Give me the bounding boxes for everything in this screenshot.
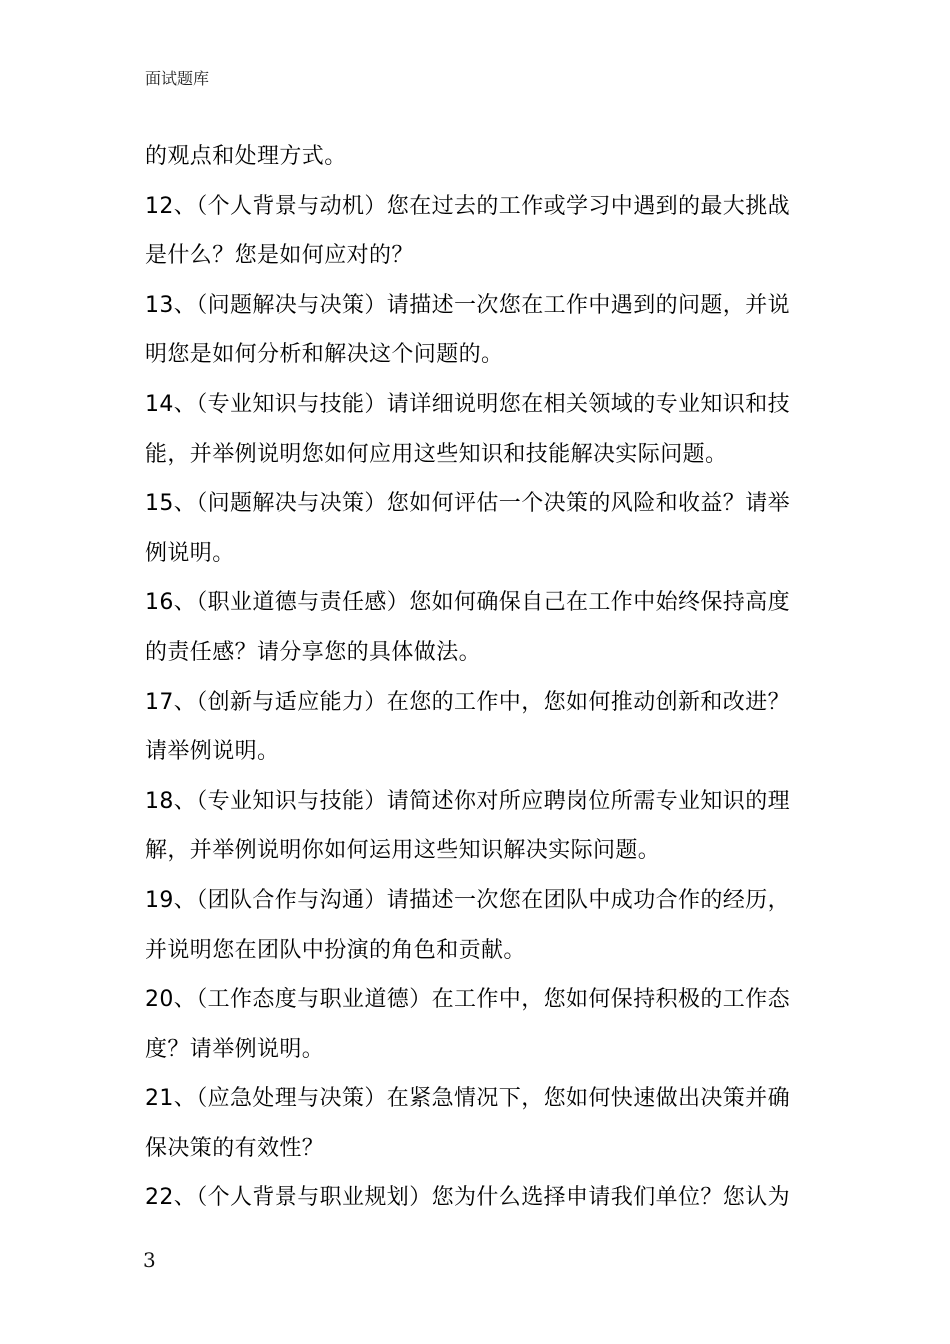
question-21-line-2: 保决策的有效性？: [145, 1135, 325, 1161]
question-17-line-1: 17、（创新与适应能力）在您的工作中，您如何推动创新和改进？: [145, 689, 790, 715]
question-16-line-1: 16、（职业道德与责任感）您如何确保自己在工作中始终保持高度: [145, 590, 790, 616]
question-20-line-1: 20、（工作态度与职业道德）在工作中，您如何保持积极的工作态: [145, 987, 790, 1013]
document-body: [145, 132, 807, 1223]
question-14-line-1: 14、（专业知识与技能）请详细说明您在相关领域的专业知识和技: [145, 391, 790, 417]
question-13-line-2: 明您是如何分析和解决这个问题的。: [145, 342, 504, 368]
question-16-line-2: 的责任感？请分享您的具体做法。: [145, 639, 482, 665]
page-header-title: 面试题库: [145, 69, 210, 88]
question-19-line-1: 19、（团队合作与沟通）请描述一次您在团队中成功合作的经历，: [145, 887, 790, 913]
question-18-line-2: 解，并举例说明你如何运用这些知识解决实际问题。: [145, 838, 661, 864]
page-number: 3: [143, 1248, 156, 1272]
question-20-line-2: 度？请举例说明。: [145, 1036, 325, 1062]
question-12-line-2: 是什么？您是如何应对的？: [145, 243, 414, 269]
question-13-line-1: 13、（问题解决与决策）请描述一次您在工作中遇到的问题，并说: [145, 292, 790, 318]
question-17-line-2: 请举例说明。: [145, 739, 280, 765]
question-15-line-1: 15、（问题解决与决策）您如何评估一个决策的风险和收益？请举: [145, 491, 790, 517]
question-14-line-2: 能，并举例说明您如何应用这些知识和技能解决实际问题。: [145, 441, 728, 467]
question-12-line-1: 12、（个人背景与动机）您在过去的工作或学习中遇到的最大挑战: [145, 193, 790, 219]
question-15-line-2: 例说明。: [145, 540, 235, 566]
question-21-line-1: 21、（应急处理与决策）在紧急情况下，您如何快速做出决策并确: [145, 1086, 790, 1112]
question-19-line-2: 并说明您在团队中扮演的角色和贡献。: [145, 937, 526, 963]
question-22-line-1: 22、（个人背景与职业规划）您为什么选择申请我们单位？您认为: [145, 1185, 790, 1211]
question-18-line-1: 18、（专业知识与技能）请简述你对所应聘岗位所需专业知识的理: [145, 788, 790, 814]
text-line: 的观点和处理方式。: [145, 144, 347, 169]
